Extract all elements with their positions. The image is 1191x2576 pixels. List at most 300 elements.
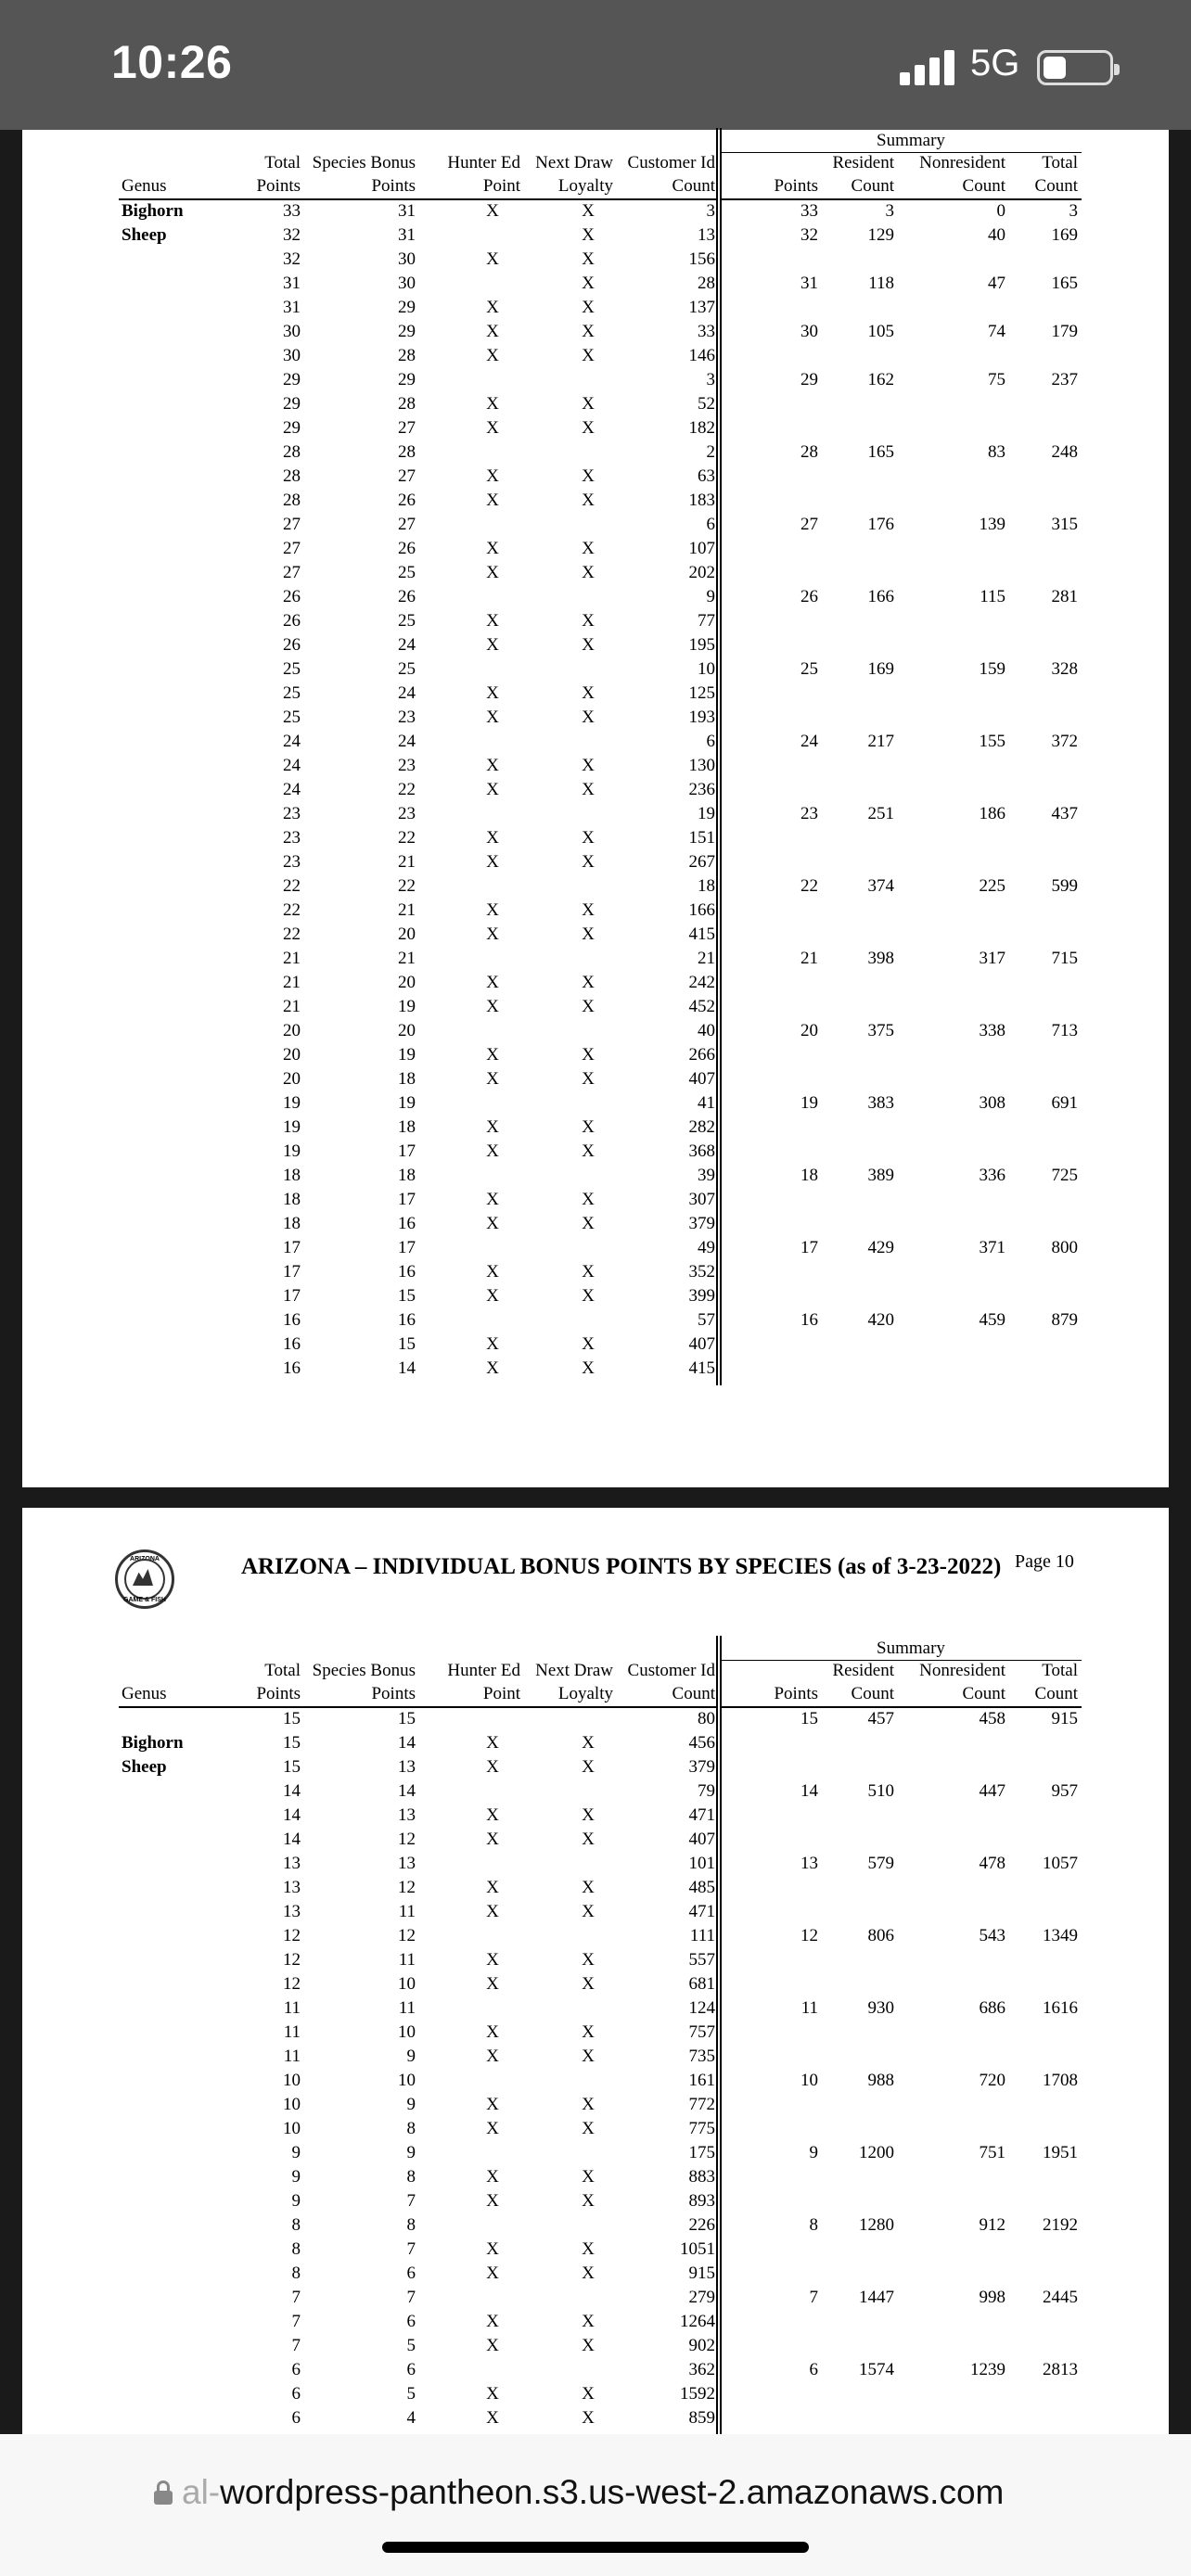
network-label: 5G xyxy=(970,43,1020,83)
summary-points-cell: 18 xyxy=(800,1166,818,1185)
total-points-cell: 27 xyxy=(283,539,301,558)
customer-id-count-cell: 362 xyxy=(688,2360,715,2379)
customer-id-count-cell: 1592 xyxy=(680,2384,715,2404)
total-count-cell: 1951 xyxy=(1043,2143,1078,2162)
summary-points-cell: 15 xyxy=(800,1709,818,1728)
species-bonus-cell: 10 xyxy=(398,2071,416,2090)
total-count-cell: 372 xyxy=(1051,732,1078,751)
customer-id-count-cell: 39 xyxy=(698,1166,715,1185)
summary-points-cell: 33 xyxy=(800,201,818,221)
species-bonus-cell: 31 xyxy=(398,225,416,245)
next-draw-mark: X xyxy=(582,1757,595,1777)
next-draw-mark: X xyxy=(582,491,595,510)
hunter-ed-mark: X xyxy=(486,539,499,558)
next-draw-header: Loyalty xyxy=(557,1684,613,1703)
customer-id-count-cell: 195 xyxy=(688,635,715,655)
genus-cell: Sheep xyxy=(122,1757,167,1777)
next-draw-mark: X xyxy=(582,1045,595,1065)
total-count-cell: 1616 xyxy=(1043,1998,1078,2018)
species-bonus-cell: 25 xyxy=(398,659,416,679)
next-draw-mark: X xyxy=(582,1974,595,1994)
species-bonus-cell: 18 xyxy=(398,1117,416,1137)
nonresident-count-cell: 338 xyxy=(979,1021,1005,1040)
hunter-ed-mark: X xyxy=(486,2167,499,2187)
next-draw-mark: X xyxy=(582,1069,595,1089)
total-points-cell: 11 xyxy=(283,1998,301,2018)
document-page-9 xyxy=(22,130,1169,1487)
genus-header: Genus xyxy=(122,176,167,196)
battery-icon xyxy=(1037,50,1113,85)
hunter-ed-mark: X xyxy=(486,1286,499,1306)
species-bonus-cell: 13 xyxy=(398,1805,416,1825)
total-points-cell: 15 xyxy=(283,1757,301,1777)
species-bonus-cell: 19 xyxy=(398,1045,416,1065)
total-points-cell: 19 xyxy=(283,1093,301,1113)
total-points-cell: 7 xyxy=(291,2336,301,2355)
hunter-ed-mark: X xyxy=(486,249,499,269)
resident-count-cell: 176 xyxy=(867,515,894,534)
species-bonus-cell: 28 xyxy=(398,394,416,414)
next-draw-mark: X xyxy=(582,756,595,775)
total-points-cell: 20 xyxy=(283,1069,301,1089)
total-points-cell: 10 xyxy=(283,2071,301,2090)
next-draw-mark: X xyxy=(582,274,595,293)
total-points-cell: 17 xyxy=(283,1238,301,1257)
nonresident-count-cell: 751 xyxy=(979,2143,1005,2162)
hunter-ed-mark: X xyxy=(486,2119,499,2138)
next-draw-mark: X xyxy=(582,683,595,703)
species-bonus-cell: 31 xyxy=(398,201,416,221)
hunter-ed-mark: X xyxy=(486,563,499,582)
customer-id-count-cell: 902 xyxy=(688,2336,715,2355)
next-draw-mark: X xyxy=(582,780,595,799)
hunter-ed-mark: X xyxy=(486,2312,499,2331)
nonresident-count-cell: 139 xyxy=(979,515,1005,534)
species-bonus-cell: 27 xyxy=(398,515,416,534)
customer-id-count-cell: 57 xyxy=(698,1310,715,1330)
nonresident-count-cell: 159 xyxy=(979,659,1005,679)
hunter-ed-mark: X xyxy=(486,2047,499,2066)
points-header: Points xyxy=(774,1684,818,1703)
species-bonus-cell: 30 xyxy=(398,274,416,293)
customer-id-count-cell: 40 xyxy=(698,1021,715,1040)
total-points-cell: 14 xyxy=(283,1805,301,1825)
total-points-cell: 17 xyxy=(283,1262,301,1282)
customer-id-count-cell: 79 xyxy=(698,1781,715,1801)
total-points-cell: 19 xyxy=(283,1117,301,1137)
resident-count-cell: 1447 xyxy=(859,2288,894,2307)
customer-id-header: Customer Id xyxy=(627,1661,715,1680)
next-draw-mark: X xyxy=(582,708,595,727)
species-bonus-cell: 29 xyxy=(398,298,416,317)
total-count-cell: 1708 xyxy=(1043,2071,1078,2090)
total-points-cell: 16 xyxy=(283,1334,301,1354)
species-bonus-header: Points xyxy=(371,1684,416,1703)
hunter-ed-mark: X xyxy=(486,683,499,703)
species-bonus-cell: 19 xyxy=(398,1093,416,1113)
total-points-cell: 30 xyxy=(283,322,301,341)
next-draw-mark: X xyxy=(582,563,595,582)
customer-id-count-cell: 266 xyxy=(688,1045,715,1065)
species-bonus-cell: 12 xyxy=(398,1878,416,1897)
species-bonus-cell: 11 xyxy=(398,1902,416,1921)
total-points-cell: 15 xyxy=(283,1709,301,1728)
customer-id-count-cell: 19 xyxy=(698,804,715,823)
total-points-cell: 16 xyxy=(283,1358,301,1378)
total-points-cell: 24 xyxy=(283,780,301,799)
customer-id-count-cell: 772 xyxy=(688,2095,715,2114)
summary-points-cell: 7 xyxy=(809,2288,818,2307)
total-points-cell: 24 xyxy=(283,732,301,751)
species-bonus-cell: 10 xyxy=(398,2022,416,2042)
species-bonus-cell: 6 xyxy=(406,2312,416,2331)
hunter-ed-header: Point xyxy=(482,1684,520,1703)
customer-id-count-cell: 282 xyxy=(688,1117,715,1137)
signal-icon xyxy=(900,48,959,85)
next-draw-mark: X xyxy=(582,1902,595,1921)
resident-count-cell: 420 xyxy=(867,1310,894,1330)
total-count-cell: 599 xyxy=(1051,876,1078,896)
customer-id-count-cell: 681 xyxy=(688,1974,715,1994)
customer-id-count-cell: 193 xyxy=(688,708,715,727)
species-bonus-cell: 16 xyxy=(398,1262,416,1282)
total-points-cell: 9 xyxy=(291,2143,301,2162)
next-draw-mark: X xyxy=(582,2312,595,2331)
next-draw-mark: X xyxy=(582,1358,595,1378)
total-points-cell: 27 xyxy=(283,563,301,582)
total-count-cell: 915 xyxy=(1051,1709,1078,1728)
hunter-ed-mark: X xyxy=(486,1358,499,1378)
total-points-cell: 30 xyxy=(283,346,301,365)
total-count-cell: 957 xyxy=(1051,1781,1078,1801)
next-draw-mark: X xyxy=(582,2384,595,2404)
customer-id-count-cell: 101 xyxy=(688,1854,715,1873)
hunter-ed-mark: X xyxy=(486,1214,499,1233)
resident-count-cell: 806 xyxy=(867,1926,894,1945)
total-points-header: Points xyxy=(256,176,301,196)
resident-count-cell: 162 xyxy=(867,370,894,389)
species-bonus-cell: 13 xyxy=(398,1854,416,1873)
species-bonus-cell: 24 xyxy=(398,683,416,703)
total-points-cell: 33 xyxy=(283,201,301,221)
nonresident-count-cell: 1239 xyxy=(970,2360,1005,2379)
resident-count-cell: 375 xyxy=(867,1021,894,1040)
summary-divider xyxy=(720,128,722,1385)
resident-count-cell: 129 xyxy=(867,225,894,245)
total-points-cell: 21 xyxy=(283,973,301,992)
next-draw-mark: X xyxy=(582,1805,595,1825)
customer-id-count-cell: 63 xyxy=(698,466,715,486)
next-draw-mark: X xyxy=(582,1141,595,1161)
species-bonus-cell: 26 xyxy=(398,491,416,510)
species-bonus-cell: 17 xyxy=(398,1238,416,1257)
total-points-cell: 13 xyxy=(283,1902,301,1921)
total-points-cell: 25 xyxy=(283,659,301,679)
customer-id-count-cell: 883 xyxy=(688,2167,715,2187)
customer-id-count-cell: 182 xyxy=(688,418,715,438)
hunter-ed-mark: X xyxy=(486,2095,499,2114)
url-text[interactable]: al-wordpress-pantheon.s3.us-west-2.amazonaws.com xyxy=(182,2473,1005,2511)
species-bonus-cell: 7 xyxy=(406,2191,416,2211)
total-count-cell: 2445 xyxy=(1043,2288,1078,2307)
total-points-cell: 25 xyxy=(283,708,301,727)
next-draw-mark: X xyxy=(582,346,595,365)
nonresident-count-cell: 47 xyxy=(988,274,1005,293)
total-points-header: Points xyxy=(256,1684,301,1703)
total-points-cell: 26 xyxy=(283,587,301,606)
customer-id-count-cell: 137 xyxy=(688,298,715,317)
customer-id-count-cell: 407 xyxy=(688,1334,715,1354)
customer-id-count-cell: 456 xyxy=(688,1733,715,1753)
total-points-cell: 9 xyxy=(291,2167,301,2187)
total-count-cell: 179 xyxy=(1051,322,1078,341)
resident-count-cell: 510 xyxy=(867,1781,894,1801)
nonresident-count-cell: 912 xyxy=(979,2215,1005,2235)
customer-id-count-cell: 893 xyxy=(688,2191,715,2211)
species-bonus-cell: 22 xyxy=(398,780,416,799)
customer-id-count-cell: 3 xyxy=(706,370,715,389)
next-draw-mark: X xyxy=(582,611,595,631)
hunter-ed-mark: X xyxy=(486,322,499,341)
summary-points-cell: 14 xyxy=(800,1781,818,1801)
hunter-ed-mark: X xyxy=(486,973,499,992)
species-bonus-cell: 11 xyxy=(398,1950,416,1970)
customer-id-count-cell: 399 xyxy=(688,1286,715,1306)
species-bonus-cell: 5 xyxy=(406,2384,416,2404)
resident-count-cell: 398 xyxy=(867,949,894,968)
customer-id-count-cell: 279 xyxy=(688,2288,715,2307)
total-count-cell: 437 xyxy=(1051,804,1078,823)
total-points-cell: 27 xyxy=(283,515,301,534)
next-draw-mark: X xyxy=(582,852,595,872)
total-points-cell: 29 xyxy=(283,370,301,389)
total-points-cell: 23 xyxy=(283,804,301,823)
nonresident-count-cell: 447 xyxy=(979,1781,1005,1801)
summary-points-cell: 6 xyxy=(809,2360,818,2379)
summary-divider xyxy=(720,1636,722,2435)
species-bonus-cell: 18 xyxy=(398,1069,416,1089)
total-points-cell: 22 xyxy=(283,876,301,896)
total-points-cell: 32 xyxy=(283,225,301,245)
next-draw-mark: X xyxy=(582,1214,595,1233)
customer-id-count-cell: 485 xyxy=(688,1878,715,1897)
hunter-ed-mark: X xyxy=(486,2264,499,2283)
next-draw-mark: X xyxy=(582,2047,595,2066)
total-points-cell: 14 xyxy=(283,1830,301,1849)
total-points-cell: 19 xyxy=(283,1141,301,1161)
species-bonus-cell: 7 xyxy=(406,2239,416,2259)
nonresident-count-header: Nonresident xyxy=(919,153,1005,172)
total-count-header: Count xyxy=(1034,176,1078,196)
total-count-header: Total xyxy=(1042,153,1078,172)
species-bonus-cell: 20 xyxy=(398,973,416,992)
species-bonus-header: Species Bonus xyxy=(312,1661,416,1680)
species-bonus-cell: 14 xyxy=(398,1733,416,1753)
total-count-cell: 691 xyxy=(1051,1093,1078,1113)
customer-id-count-cell: 9 xyxy=(706,587,715,606)
total-points-cell: 7 xyxy=(291,2288,301,2307)
next-draw-mark: X xyxy=(582,322,595,341)
total-points-cell: 31 xyxy=(283,298,301,317)
hunter-ed-mark: X xyxy=(486,418,499,438)
total-points-cell: 20 xyxy=(283,1021,301,1040)
customer-id-count-cell: 124 xyxy=(688,1998,715,2018)
hunter-ed-mark: X xyxy=(486,2384,499,2404)
customer-id-count-cell: 379 xyxy=(688,1214,715,1233)
total-points-cell: 8 xyxy=(291,2215,301,2235)
genus-cell: Bighorn xyxy=(122,1733,184,1753)
arizona-game-fish-logo-icon: ARIZONA GAME & FISH xyxy=(115,1549,174,1609)
total-count-cell: 2813 xyxy=(1043,2360,1078,2379)
customer-id-count-cell: 6 xyxy=(706,515,715,534)
total-points-cell: 9 xyxy=(291,2191,301,2211)
home-indicator[interactable] xyxy=(382,2542,809,2553)
customer-id-count-cell: 226 xyxy=(688,2215,715,2235)
nonresident-count-cell: 458 xyxy=(979,1709,1005,1728)
resident-count-cell: 930 xyxy=(867,1998,894,2018)
total-count-cell: 713 xyxy=(1051,1021,1078,1040)
customer-id-count-cell: 1264 xyxy=(680,2312,715,2331)
total-points-cell: 7 xyxy=(291,2312,301,2331)
total-points-cell: 13 xyxy=(283,1854,301,1873)
species-bonus-cell: 15 xyxy=(398,1334,416,1354)
total-count-header: Total xyxy=(1042,1661,1078,1680)
genus-cell: Bighorn xyxy=(122,201,184,221)
resident-count-cell: 3 xyxy=(885,201,894,221)
hunter-ed-mark: X xyxy=(486,1117,499,1137)
summary-divider xyxy=(716,128,718,1385)
total-count-cell: 3 xyxy=(1069,201,1078,221)
summary-points-cell: 24 xyxy=(800,732,818,751)
hunter-ed-mark: X xyxy=(486,1878,499,1897)
customer-id-count-cell: 407 xyxy=(688,1830,715,1849)
customer-id-count-cell: 10 xyxy=(698,659,715,679)
summary-points-cell: 11 xyxy=(800,1998,818,2018)
species-bonus-cell: 17 xyxy=(398,1141,416,1161)
customer-id-count-cell: 471 xyxy=(688,1902,715,1921)
hunter-ed-mark: X xyxy=(486,635,499,655)
document-page-10 xyxy=(22,1508,1169,2435)
customer-id-count-cell: 52 xyxy=(698,394,715,414)
customer-id-count-cell: 757 xyxy=(688,2022,715,2042)
summary-points-cell: 12 xyxy=(800,1926,818,1945)
species-bonus-cell: 30 xyxy=(398,249,416,269)
hunter-ed-mark: X xyxy=(486,1733,499,1753)
total-points-cell: 31 xyxy=(283,274,301,293)
customer-id-count-cell: 77 xyxy=(698,611,715,631)
nonresident-count-cell: 155 xyxy=(979,732,1005,751)
hunter-ed-mark: X xyxy=(486,1805,499,1825)
total-count-cell: 328 xyxy=(1051,659,1078,679)
total-points-cell: 12 xyxy=(283,1974,301,1994)
species-bonus-cell: 16 xyxy=(398,1214,416,1233)
total-points-cell: 23 xyxy=(283,852,301,872)
species-bonus-cell: 6 xyxy=(406,2264,416,2283)
lock-icon xyxy=(154,2480,173,2505)
status-time: 10:26 xyxy=(111,36,233,88)
total-count-header: Count xyxy=(1034,1684,1078,1703)
customer-id-count-cell: 183 xyxy=(688,491,715,510)
nonresident-count-cell: 478 xyxy=(979,1854,1005,1873)
next-draw-mark: X xyxy=(582,2022,595,2042)
nonresident-count-cell: 115 xyxy=(980,587,1005,606)
next-draw-mark: X xyxy=(582,1950,595,1970)
total-count-cell: 715 xyxy=(1051,949,1078,968)
total-points-cell: 25 xyxy=(283,683,301,703)
species-bonus-cell: 27 xyxy=(398,466,416,486)
total-points-cell: 28 xyxy=(283,466,301,486)
total-points-header: Total xyxy=(264,1661,301,1680)
customer-id-count-cell: 166 xyxy=(688,900,715,920)
species-bonus-cell: 9 xyxy=(406,2047,416,2066)
hunter-ed-mark: X xyxy=(486,708,499,727)
next-draw-mark: X xyxy=(582,1334,595,1354)
hunter-ed-header: Point xyxy=(482,176,520,196)
total-points-cell: 14 xyxy=(283,1781,301,1801)
customer-id-count-cell: 452 xyxy=(688,997,715,1016)
nonresident-count-cell: 998 xyxy=(979,2288,1005,2307)
nonresident-count-header: Count xyxy=(962,1684,1005,1703)
total-points-cell: 22 xyxy=(283,900,301,920)
summary-points-cell: 31 xyxy=(800,274,818,293)
species-bonus-cell: 27 xyxy=(398,418,416,438)
summary-points-cell: 21 xyxy=(800,949,818,968)
customer-id-count-cell: 352 xyxy=(688,1262,715,1282)
document-title: ARIZONA – INDIVIDUAL BONUS POINTS BY SPECIES (as of 3-23-2022) xyxy=(241,1554,1002,1579)
hunter-ed-mark: X xyxy=(486,900,499,920)
hunter-ed-mark: X xyxy=(486,2022,499,2042)
species-bonus-cell: 25 xyxy=(398,611,416,631)
next-draw-mark: X xyxy=(582,1286,595,1306)
hunter-ed-mark: X xyxy=(486,852,499,872)
total-points-cell: 6 xyxy=(291,2408,301,2428)
summary-points-cell: 22 xyxy=(800,876,818,896)
customer-id-count-cell: 21 xyxy=(698,949,715,968)
next-draw-mark: X xyxy=(582,2408,595,2428)
customer-id-count-cell: 156 xyxy=(688,249,715,269)
customer-id-count-cell: 415 xyxy=(688,1358,715,1378)
resident-count-header: Resident xyxy=(832,153,894,172)
total-points-cell: 12 xyxy=(283,1950,301,1970)
species-bonus-cell: 10 xyxy=(398,1974,416,1994)
next-draw-mark: X xyxy=(582,1878,595,1897)
resident-count-header: Resident xyxy=(832,1661,894,1680)
browser-address-bar[interactable] xyxy=(0,2434,1191,2576)
resident-count-cell: 165 xyxy=(867,442,894,462)
customer-id-count-cell: 13 xyxy=(698,225,715,245)
total-points-cell: 11 xyxy=(283,2022,301,2042)
customer-id-header: Count xyxy=(672,176,715,196)
next-draw-mark: X xyxy=(582,2167,595,2187)
species-bonus-cell: 8 xyxy=(406,2215,416,2235)
species-bonus-cell: 15 xyxy=(398,1709,416,1728)
genus-cell: Sheep xyxy=(122,225,167,245)
hunter-ed-mark: X xyxy=(486,2191,499,2211)
customer-id-count-cell: 80 xyxy=(698,1709,715,1728)
species-bonus-cell: 11 xyxy=(398,1998,416,2018)
resident-count-cell: 389 xyxy=(867,1166,894,1185)
hunter-ed-mark: X xyxy=(486,997,499,1016)
species-bonus-cell: 14 xyxy=(398,1781,416,1801)
total-points-cell: 8 xyxy=(291,2264,301,2283)
summary-heading: Summary xyxy=(877,1639,945,1658)
total-count-cell: 237 xyxy=(1051,370,1078,389)
summary-points-cell: 25 xyxy=(800,659,818,679)
species-bonus-cell: 19 xyxy=(398,997,416,1016)
hunter-ed-mark: X xyxy=(486,346,499,365)
next-draw-header: Loyalty xyxy=(557,176,613,196)
next-draw-mark: X xyxy=(582,997,595,1016)
